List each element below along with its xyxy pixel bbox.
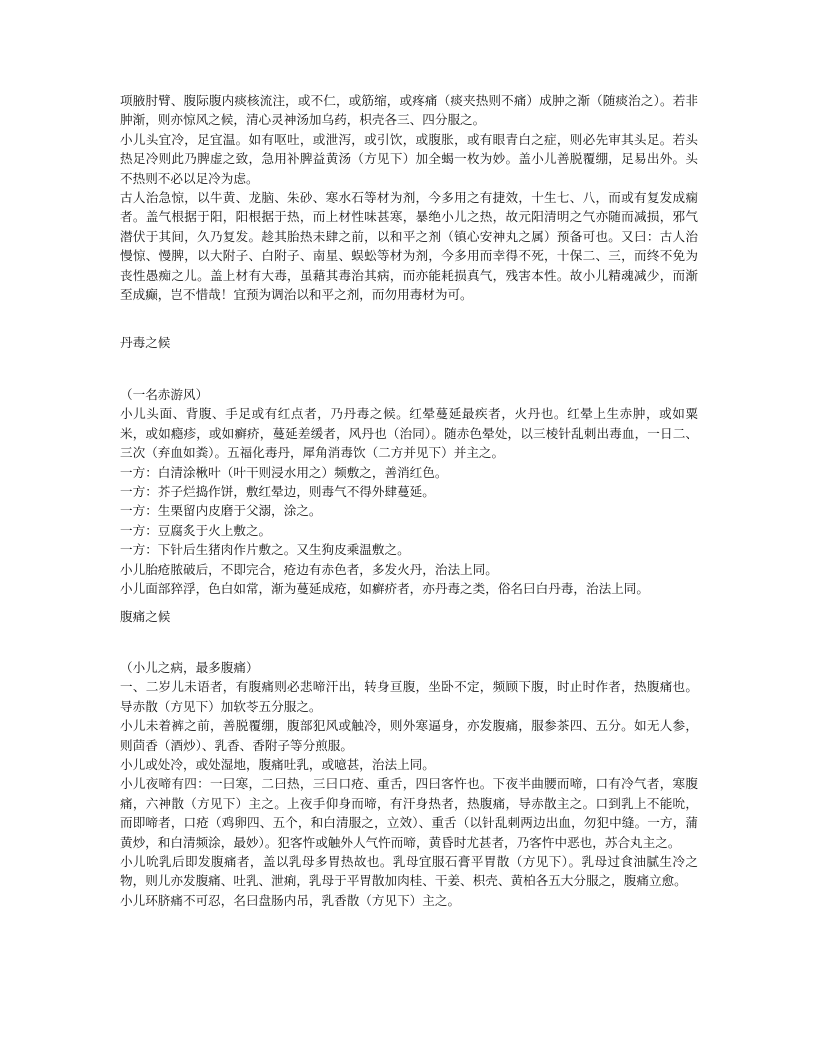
paragraph: 一、二岁儿未语者，有腹痛则必悲啼汗出，转身亘腹，坐卧不定，频顾下腹，时止时作者，热腹痛也。导赤散（方见下）加软苓五分服之。 xyxy=(120,679,698,714)
paragraph: 小儿夜啼有四：一曰寒，二曰热，三曰口疮、重舌，四曰客忤也。下夜半曲腰而啼，口有冷气者，寒腹痛，六神散（方见下）主之。上夜手仰身而啼，有汗身热者，热腹痛，导赤散主之。口到乳上不能吮，而即啼者，口疮（鸡卵四、五个，和白清服之，立效）、重舌（以针乱刺两边出血，勿犯中缝。一方，蒲黄炒，和白清频涂，最妙）。犯客忤或触外人气忤而啼，黄昏时尤甚者，乃客忤中恶也，苏合丸主之。 xyxy=(120,776,698,850)
section-heading-futong: 腹痛之候 xyxy=(120,609,171,624)
section-heading-dandu: 丹毒之候 xyxy=(120,335,171,350)
paragraph: 小儿环脐痛不可忍，名曰盘肠内吊，乳香散（方见下）主之。 xyxy=(120,892,461,908)
text-block-futong xyxy=(120,658,698,910)
paragraph: 一方：白清涂楸叶（叶干则浸水用之）频敷之，善消红色。 xyxy=(120,464,448,480)
paragraph: 一方：豆腐炙于火上敷之。 xyxy=(120,522,272,538)
paragraph: 小儿胎疮脓破后，不即完合，疮边有赤色者，多发火丹，治法上同。 xyxy=(120,561,498,577)
paragraph: 小儿或处冷，或处湿地，腹痛吐乳，或噫甚，治法上同。 xyxy=(120,757,435,773)
paragraph: 古人治急惊，以牛黄、龙脑、朱砂、寒水石等材为剂，今多用之有捷效，十生七、八，而或有复发成痫者。盖气根据于阳，阳根据于热，而上材性味甚寒，暴绝小儿之热，故元阳清明之气亦随而减损，邪气潜伏于其间，久乃复发。趁其胎热未肆之前，以和平之剂（镇心安神丸之属）预备可也。又曰：古人治慢惊、慢脾，以大附子、白附子、南星、蜈蚣等材为剂，今多用而幸得不死，十保二、三，而终不免为丧性愚痴之儿。盖上材有大毒，虽藉其毒治其病，而亦能耗损真气，残害本性。故小儿精魂减少，而渐至成癫，岂不惜哉！宜预为调治以和平之剂，而勿用毒材为可。 xyxy=(120,190,698,303)
paragraph: 一方：下针后生猪肉作片敷之。又生狗皮乘温敷之。 xyxy=(120,542,410,558)
paragraph: 小儿头面、背腹、手足或有红点者，乃丹毒之候。红晕蔓延最疾者，火丹也。红晕上生赤肿，或如粟米，或如瘾疹，或如癣疥，蔓延差缓者，风丹也（治同）。随赤色晕处，以三棱针乱刺出毒血，一日二、三次（弃血如粪）。五福化毒丹，犀角消毒饮（二方并见下）并主之。 xyxy=(120,406,698,461)
paragraph: 一方：生栗留内皮磨于父溺，涂之。 xyxy=(120,503,322,519)
paragraph: 一方：芥子烂捣作饼，敷红晕边，则毒气不得外肆蔓延。 xyxy=(120,484,435,500)
paragraph: （一名赤游风） xyxy=(120,387,209,402)
text-block-dandu xyxy=(120,385,698,598)
paragraph: 小儿吮乳后即发腹痛者，盖以乳母多胃热故也。乳母宜服石膏平胃散（方见下）。乳母过食油腻生冷之物，则儿亦发腹痛、吐乳、泄痢，乳母于平胃散加肉桂、干姜、枳壳、黄柏各五大分服之，腹痛立愈。 xyxy=(120,854,698,889)
paragraph: 小儿未着裤之前，善脱覆绷，腹部犯风或触冷，则外寒逼身，亦发腹痛，服参茶四、五分。如无人参，则茴香（酒炒）、乳香、香附子等分煎服。 xyxy=(120,718,698,753)
paragraph: 项腋肘臂、腹际腹内痰核流注，或不仁，或筋缩，或疼痛（痰夹热则不痛）成肿之渐（随痰治之）。若非肿渐，则亦惊风之候，清心灵神汤加乌药，枳壳各三、四分服之。 xyxy=(120,93,698,128)
text-block-continuation xyxy=(120,91,698,304)
paragraph: （小儿之病，最多腹痛） xyxy=(120,660,259,675)
paragraph: 小儿面部猝浮，色白如常，渐为蔓延成疮，如癣疥者，亦丹毒之类，俗名曰白丹毒，治法上同。 xyxy=(120,581,649,597)
paragraph: 小儿头宜冷，足宜温。如有呕吐，或泄泻，或引饮，或腹胀，或有眼青白之症，则必先审其头足。若头热足冷则此乃脾虚之致，急用补脾益黄汤（方见下）加全蝎一枚为妙。盖小儿善脱覆绷，足易出外。头不热则不必以足冷为虑。 xyxy=(120,131,698,186)
